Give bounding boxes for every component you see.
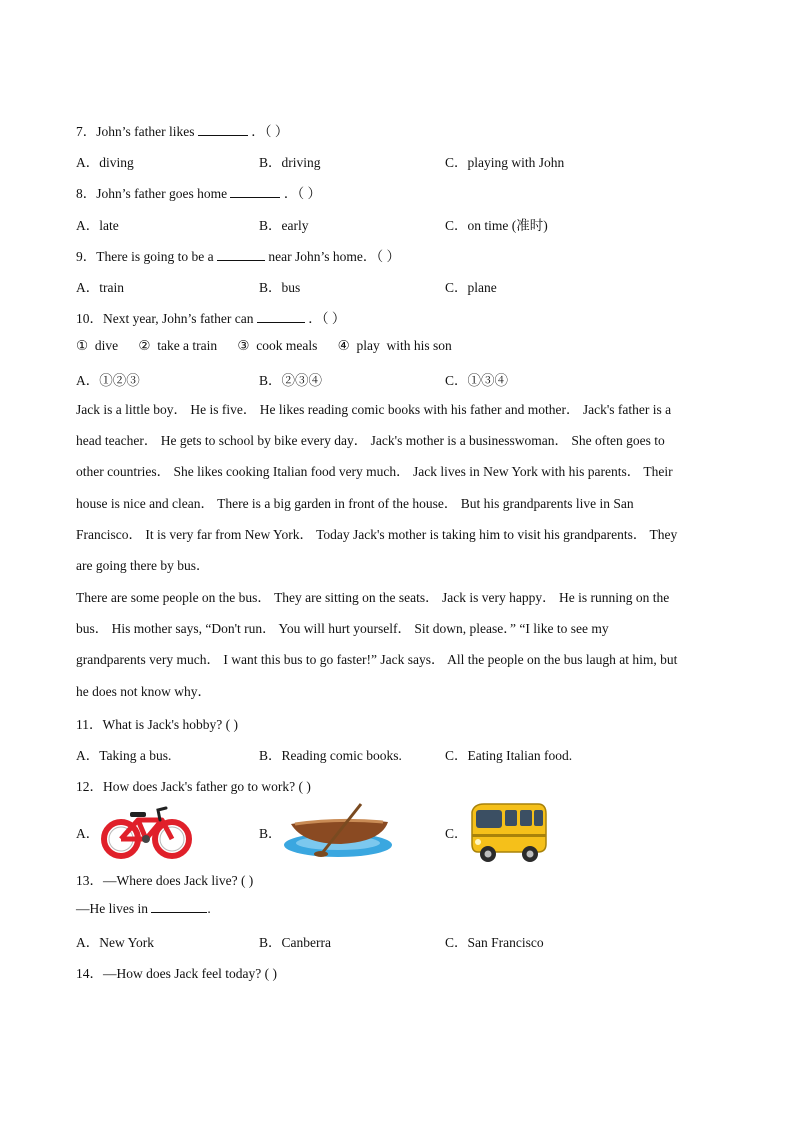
question-12-stem: 12．How does Jack's father go to work? ( ) [76, 779, 311, 794]
q7-option-a[interactable]: A．diving [76, 155, 134, 170]
answer-blank[interactable] [217, 248, 265, 261]
question-13-answer-line: —He lives in . [76, 901, 211, 916]
passage-line: are going there by bus． [76, 557, 210, 573]
q13-option-a[interactable]: A．New York [76, 935, 155, 950]
answer-blank[interactable] [230, 185, 280, 198]
q11-option-a[interactable]: A．Taking a bus. [76, 748, 172, 763]
q9-option-c[interactable]: C．plane [445, 280, 497, 295]
question-14-stem: 14．—How does Jack feel today? ( ) [76, 966, 277, 981]
passage-line: he does not know why． [76, 683, 211, 699]
question-13-stem: 13．—Where does Jack live? ( ) [76, 873, 254, 888]
q13-option-b[interactable]: B．Canberra [259, 935, 331, 950]
passage-line: Jack is a little boy． He is five． He likes reading comic books with his father and mother． Jack's father is a [76, 402, 672, 417]
question-10-stem: 10．Next year, John’s father can ．（ ） [76, 311, 346, 326]
q7-option-c[interactable]: C．playing with John [445, 155, 565, 170]
passage-line: There are some people on the bus． They are sitting on the seats． Jack is very happy． He is running on the [76, 590, 670, 605]
passage-line: house is nice and clean． There is a big garden in front of the house． But his grandparents live in San [76, 495, 634, 511]
passage-line: other countries． She likes cooking Italian food very much． Jack lives in New York with his parents． Their [76, 464, 673, 480]
q11-option-c[interactable]: C．Eating Italian food. [445, 748, 573, 763]
q12-option-b[interactable]: B． [259, 826, 282, 841]
school-bus-icon[interactable] [468, 800, 550, 864]
passage-line: head teacher． He gets to school by bike every day． Jack's mother is a businesswoman． She often goes to [76, 433, 665, 449]
q8-option-a[interactable]: A．late [76, 218, 119, 233]
q8-option-b[interactable]: B．early [259, 218, 309, 233]
answer-blank[interactable] [151, 900, 207, 913]
q11-option-b[interactable]: B．Reading comic books. [259, 748, 402, 763]
question-11-stem: 11．What is Jack's hobby? ( ) [76, 717, 239, 732]
q10-option-b[interactable]: B．②③④ [259, 373, 323, 388]
bicycle-icon[interactable] [100, 802, 194, 860]
q10-item-list: ① dive ② take a train ③ cook meals ④ play with his son [76, 338, 452, 353]
answer-blank[interactable] [257, 310, 305, 323]
q10-option-a[interactable]: A．①②③ [76, 373, 140, 388]
passage-line: grandparents very much． I want this bus to go faster!” Jack says． All the people on the bus laugh at him, but [76, 652, 678, 668]
q9-option-b[interactable]: B．bus [259, 280, 301, 295]
question-8-stem: 8．John’s father goes home ．（ ） [76, 186, 321, 201]
q8-option-c[interactable]: C．on time (准时) [445, 218, 548, 233]
q9-option-a[interactable]: A．train [76, 280, 124, 295]
q13-option-c[interactable]: C．San Francisco [445, 935, 544, 950]
rowing-boat-icon[interactable] [283, 802, 393, 862]
q12-option-c[interactable]: C． [445, 826, 468, 841]
passage-paragraph-1 [76, 400, 716, 587]
question-7-stem: 7．John’s father likes ．（ ） [76, 124, 289, 139]
passage-paragraph-2 [76, 588, 716, 713]
question-9-stem: 9．There is going to be a near John’s home．（ ） [76, 249, 400, 264]
q12-option-a[interactable]: A． [76, 826, 100, 841]
answer-blank[interactable] [198, 123, 248, 136]
passage-line: bus． His mother says, “Don't run． You will hurt yourself． Sit down, please．” “I like to see my [76, 621, 609, 637]
passage-line: Francisco． It is very far from New York． Today Jack's mother is taking him to visit his grandparents． They [76, 526, 678, 542]
q10-option-c[interactable]: C．①③④ [445, 373, 509, 388]
q7-option-b[interactable]: B．driving [259, 155, 321, 170]
